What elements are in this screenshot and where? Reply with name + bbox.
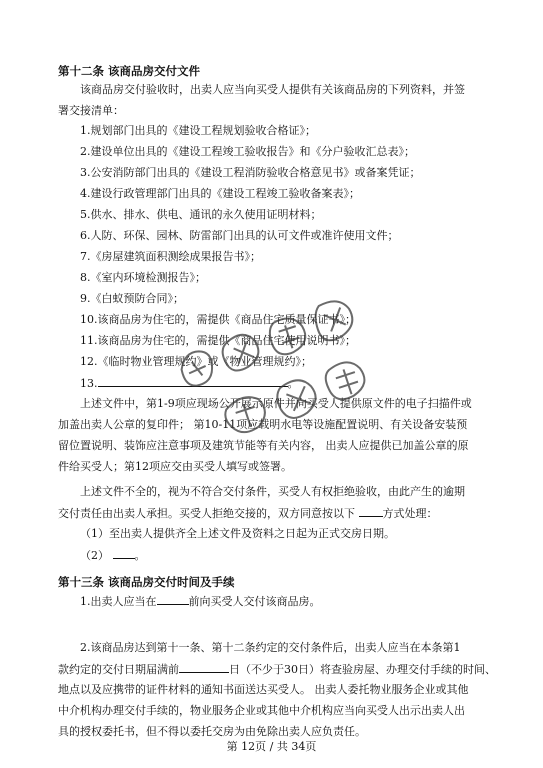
option-1: （1）至出卖人提供齐全上述文件及资料之日起为正式交房日期。 [80,527,395,540]
note-line-3: 留位置说明、装饰应注意事项及建筑节能等有关内容， 出卖人应提供已加盖公章的原 [58,439,469,452]
notice-line-2-suffix: 日（不少于30日）将查验房屋、办理交付手续的时间、 [229,663,496,676]
document-list-item-1: 1.规划部门出具的《建设工程规划验收合格证》； [80,124,316,137]
section-13-heading: 第十三条 该商品房交付时间及手续 [58,575,235,589]
note-line-4: 件给买受人；第12项应交由买受人填写或签署。 [58,460,292,473]
section-12-intro-line-1: 该商品房交付验收时，出卖人应当向买受人提供有关该商品房的下列资料，并签 [80,83,465,96]
page-footer: 第 12页 / 共 34页 [226,740,317,753]
document-list-item-12: 12.《临时物业管理规约》或《物业管理规约》； [80,355,312,368]
item-13-blank [98,376,288,387]
incomplete-line-2-suffix: 方式处理： [382,507,438,520]
document-list-item-11: 11.该商品房为住宅的，需提供《商品住宅使用说明书》； [80,334,356,347]
delivery-date-prefix: 1.出卖人应当在 [80,595,157,608]
document-list-item-3: 3.公安消防部门出具的《建设工程消防验收合格意见书》或备案凭证； [80,166,421,179]
document-list-item-9: 9.《白蚁预防合同》； [80,292,184,305]
incomplete-line-1: 上述文件不全的，视为不符合交付条件，买受人有权拒绝验收，由此产生的逾期 [80,485,465,498]
document-list-item-8: 8.《室内环境检测报告》； [80,271,206,284]
option-2-prefix: （2） [80,549,109,562]
notice-line-3: 地点以及应携带的证件材料的通知书面送达买受人。 出卖人委托物业服务企业或其他 [58,683,469,696]
item-13-prefix: 13. [80,377,98,390]
note-line-2: 加盖出卖人公章的复印件； 第10-11项应载明水电等设施配置说明、有关设备安装预 [58,418,468,431]
section-12-heading: 第十二条 该商品房交付文件 [58,64,201,78]
incomplete-line-2 [58,506,438,521]
document-list-item-6: 6.人防、环保、园林、防雷部门出具的认可文件或准许使用文件； [80,229,399,242]
delivery-date-line [80,594,321,609]
option-2-blank [113,548,135,559]
notice-days-blank [179,662,229,673]
handling-method-blank [359,506,383,517]
document-list-item-2: 2.建设单位出具的《建设工程竣工验收报告》和《分户验收汇总表》； [80,145,415,158]
note-line-1: 上述文件中，第1-9项应现场公开展示原件并向买受人提供原文件的电子扫描件或 [80,397,472,410]
notice-line-1: 2.该商品房达到第十一条、第十二条约定的交付条件后，出卖人应当在本条第1 [80,641,461,654]
document-list-item-5: 5.供水、排水、供电、通讯的永久使用证明材料； [80,208,322,221]
option-2-suffix: 。 [134,549,146,562]
document-list-item-4: 4.建设行政管理部门出具的《建设工程竣工验收备案表》； [80,187,360,200]
notice-line-4: 中介机构办理交付手续的，物业服务企业或其他中介机构应当向买受人出示出卖人出 [58,704,465,717]
delivery-date-suffix: 前向买受人交付该商品房。 [188,595,321,608]
incomplete-line-2-text: 交付责任由出卖人承担。买受人拒绝交接的，双方同意按以下 [58,507,355,520]
notice-line-2 [58,662,496,677]
section-12-intro-line-2: 署交接清单： [58,104,124,117]
delivery-date-blank [157,594,189,605]
document-list-item-13 [80,376,299,391]
document-list-item-7: 7.《房屋建筑面积测绘成果报告书》； [80,250,261,263]
notice-line-5: 具的授权委托书，但不得以委托交房为由免除出卖人应负责任。 [58,725,366,738]
option-2 [80,548,146,563]
document-list-item-10: 10.该商品房为住宅的，需提供《商品住宅质量保证书》； [80,313,356,326]
item-13-suffix: 。 [287,377,299,390]
notice-line-2-prefix: 款约定的交付日期届满前 [58,663,179,676]
